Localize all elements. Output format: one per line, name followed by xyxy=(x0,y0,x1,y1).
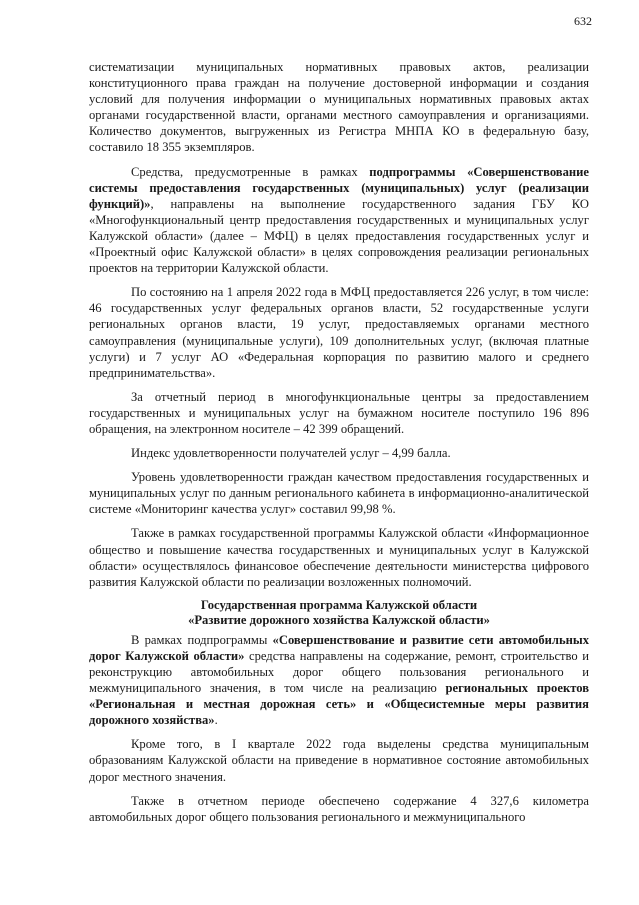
bold-text: региональных проектов «Региональная и местная дорожная сеть» и «Общесистемные меры развития дорожного хозяйства» xyxy=(89,681,589,728)
section-heading xyxy=(89,598,589,629)
text-run: За отчетный период в многофункциональные центры за предоставлением государственных и муниципальных услуг на бумажном носителе поступило 196 896 обращения, на электронном носителе – 42 399 обращений. xyxy=(89,389,589,436)
paragraph xyxy=(89,284,589,381)
text-run: систематизации муниципальных нормативных правовых актов, реализации конституционного права граждан на получение достоверной информации и создания условий для получения информации о муниципальных нормативных правовых актах органами государственной власти, органами местного самоуправления и организациями. Количество документов, выгруженных из Регистра МНПА КО в федеральную базу, составило 18 355 экземпляров. xyxy=(89,60,589,155)
paragraph xyxy=(89,164,589,277)
text-run: В рамках подпрограммы xyxy=(131,632,273,647)
paragraph xyxy=(89,525,589,589)
page-number: 632 xyxy=(574,14,592,28)
bold-text: подпрограммы «Совершенствование системы предоставления государственных (муниципальных) услуг (реализации функций)» xyxy=(89,164,589,211)
text-run: Также в отчетном периоде обеспечено содержание 4 327,6 километра автомобильных дорог общего пользования регионального и межмуниципального xyxy=(89,793,589,824)
text-run: Также в рамках государственной программы Калужской области «Информационное общество и повышение качества государственных и муниципальных услуг в Калужской области» осуществлялось финансовое обеспечение деятельности министерства цифрового развития Калужской области по реализации возложенных полномочий. xyxy=(89,526,589,589)
heading-line-1: Государственная программа Калужской области xyxy=(200,597,478,612)
text-run: По состоянию на 1 апреля 2022 года в МФЦ предоставляется 226 услуг, в том числе: 46 государственных услуг федеральных органов власти, 52 государственные услуги региональных органов власти, 19 услуг, предоставляемых органами местного самоуправления (муниципальные услуги), 109 дополнительных услуг, (включая платные услуги) и 7 услуг АО «Федеральная корпорация по развитию малого и среднего предпринимательства». xyxy=(89,285,589,380)
page-body xyxy=(89,59,589,833)
paragraph xyxy=(89,469,589,517)
text-run: , направлены на выполнение государственного задания ГБУ КО «Многофункциональный центр предоставления государственных и муниципальных услуг Калужской области» (далее – МФЦ) в целях предоставления государственных услуг и «Проектный офис Калужской области» в целях сопровождения реализации региональных проектов на территории Калужской области. xyxy=(89,196,589,276)
paragraph xyxy=(89,59,589,156)
text-run: Кроме того, в I квартале 2022 года выделены средства муниципальным образованиям Калужской области на приведение в нормативное состояние автомобильных дорог местного значения. xyxy=(89,737,589,784)
heading-line-2: «Развитие дорожного хозяйства Калужской области» xyxy=(188,613,490,628)
paragraph xyxy=(89,736,589,784)
bold-text: «Совершенствование и развитие сети автомобильных дорог Калужской области» xyxy=(89,632,589,663)
text-run: Средства, предусмотренные в рамках xyxy=(131,164,370,179)
paragraphs-section-2 xyxy=(89,632,589,825)
paragraph xyxy=(89,389,589,437)
paragraph xyxy=(89,445,589,461)
paragraphs-section-1 xyxy=(89,59,589,590)
text-run: Уровень удовлетворенности граждан качеством предоставления государственных и муниципальных услуг по данным регионального кабинета в информационно-аналитической системе «Мониторинг качества услуг» составил 99,98 %. xyxy=(89,470,589,517)
text-run: средства направлены на содержание, ремонт, строительство и реконструкцию автомобильных дорог общего пользования регионального и межмуниципального значения, в том числе на реализацию xyxy=(89,648,589,696)
paragraph xyxy=(89,632,589,729)
text-run: Индекс удовлетворенности получателей услуг – 4,99 балла. xyxy=(131,446,451,461)
text-run: . xyxy=(214,713,218,728)
paragraph xyxy=(89,793,589,825)
